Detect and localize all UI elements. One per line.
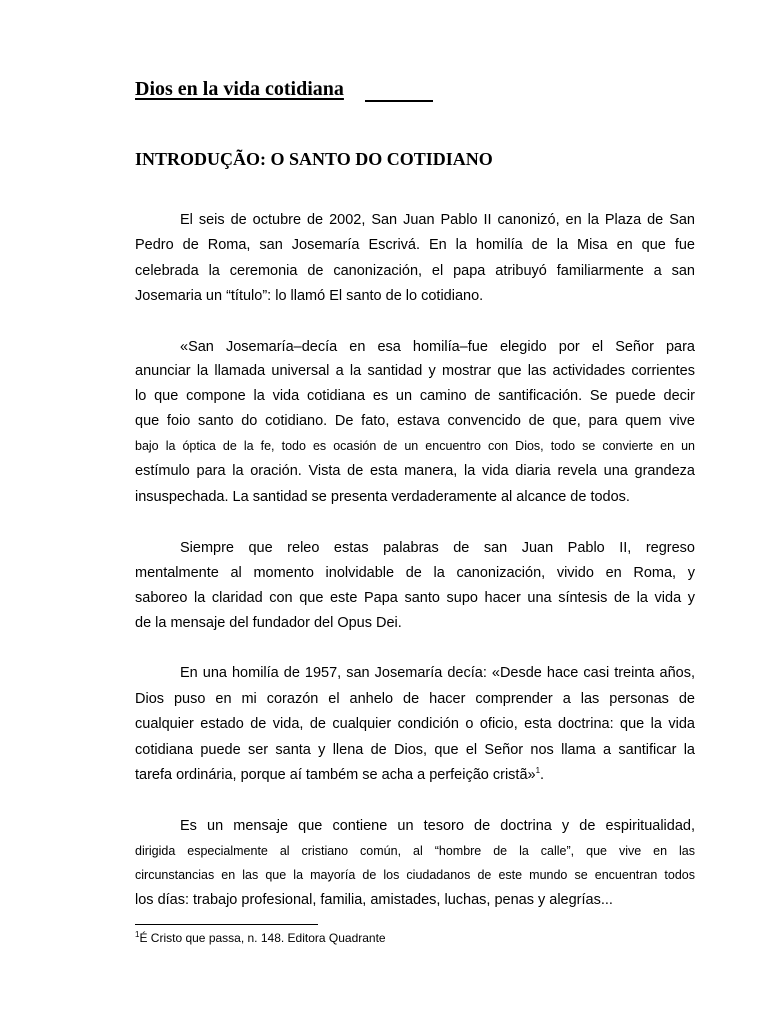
paragraph-line: circunstancias en las que la mayoría de los ciudadanos de este mundo se encuentran todos (135, 868, 695, 882)
footnote-text: É Cristo que passa, n. 148. Editora Quadrante (139, 931, 386, 945)
document-title: Dios en la vida cotidiana (135, 78, 344, 100)
paragraph-line: celebrada la ceremonia de canonización, el papa atribuyó familiarmente a san (135, 263, 695, 279)
paragraph-line: anunciar la llamada universal a la santidad y mostrar que las actividades corrientes (135, 363, 695, 379)
footnote-reference[interactable]: 1 (535, 766, 541, 776)
paragraph-line: Dios puso en mi corazón el anhelo de hacer comprender a las personas de (135, 691, 695, 707)
paragraph-line: insuspechada. La santidad se presenta verdaderamente al alcance de todos. (135, 489, 630, 505)
footnote (135, 931, 386, 945)
paragraph-line: En una homilía de 1957, san Josemaría decía: «Desde hace casi treinta años, (180, 665, 695, 681)
paragraph-line: mentalmente al momento inolvidable de la canonización, vivido en Roma, y (135, 565, 695, 581)
footnote-marker: 1 (135, 930, 140, 939)
paragraph-line: bajo la óptica de la fe, todo es ocasión de un encuentro con Dios, todo se convierte en un (135, 439, 695, 453)
paragraph-line: Es un mensaje que contiene un tesoro de doctrina y de espiritualidad, (180, 818, 695, 834)
paragraph-line: estímulo para la oración. Vista de esta manera, la vida diaria revela una grandeza (135, 463, 695, 479)
paragraph-line: «San Josemaría–decía en esa homilía–fue elegido por el Señor para (180, 339, 695, 355)
paragraph-line: cotidiana puede ser santa y llena de Dios, que el Señor nos llama a santificar la (135, 742, 695, 758)
paragraph-line: saboreo la claridad con que este Papa santo supo hacer una síntesis de la vida y (135, 590, 695, 606)
paragraph-line: los días: trabajo profesional, familia, amistades, luchas, penas y alegrías... (135, 892, 613, 908)
paragraph-line: dirigida especialmente al cristiano común, al “hombre de la calle”, que vive en las (135, 844, 695, 858)
paragraph-line: lo que compone la vida cotidiana es un camino de santificación. Se puede decir (135, 388, 695, 404)
paragraph-line: cualquier estado de vida, de cualquier condición o oficio, esta doctrina: que la vida (135, 716, 695, 732)
paragraph-line-with-footnote: tarefa ordinária, porque aí também se acha a perfeição cristã»$^1$. (135, 766, 545, 783)
paragraph-line: Pedro de Roma, san Josemaría Escrivá. En la homilía de la Misa en que fue (135, 237, 695, 253)
paragraph-line: Josemaria un “título”: lo llamó El santo de lo cotidiano. (135, 288, 484, 304)
paragraph-line: que foio santo do cotidiano. De fato, estava convencido de que, para quem vive (135, 413, 695, 429)
footnote-separator (135, 924, 318, 925)
title-underline (365, 100, 433, 102)
paragraph-line: Siempre que releo estas palabras de san Juan Pablo II, regreso (180, 540, 695, 556)
section-heading: INTRODUÇÃO: O SANTO DO COTIDIANO (135, 149, 493, 169)
paragraph-line: El seis de octubre de 2002, San Juan Pablo II canonizó, en la Plaza de San (180, 212, 695, 228)
paragraph-line: de la mensaje del fundador del Opus Dei. (135, 615, 402, 631)
